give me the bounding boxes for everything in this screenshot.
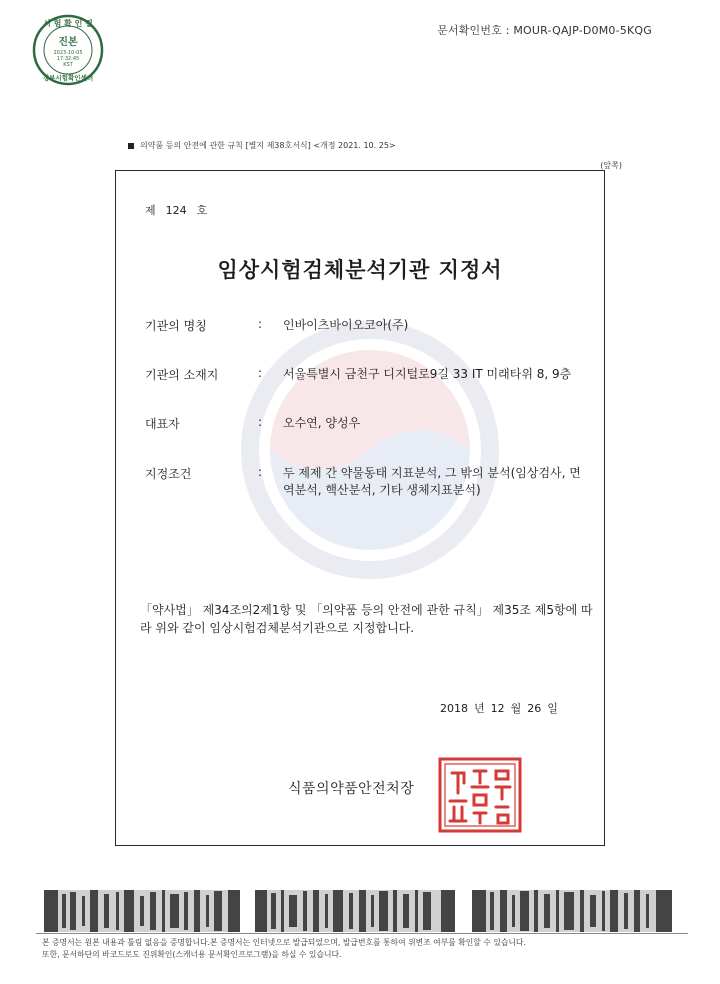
seal-top-text: 시 험 확 인 필 xyxy=(43,19,93,28)
square-bullet-icon xyxy=(128,143,134,149)
barcode-2 xyxy=(255,890,455,932)
field-label-address: 기관의 소재지 xyxy=(145,368,219,382)
seal-center-text: 진본 xyxy=(58,37,78,48)
footer-line-2: 또한, 문서하단의 바코드로도 진위확인(스캐너용 문서확인프로그램)을 하실 수 있습니다. xyxy=(42,950,342,959)
regulation-text: 의약품 등의 안전에 관한 규칙 [별지 제38호서식] <개정 2021. 10. 25> xyxy=(140,141,396,150)
issue-date xyxy=(440,700,564,716)
barcode-3 xyxy=(472,890,672,932)
field-colon: : xyxy=(258,465,263,479)
footer-notice xyxy=(42,937,702,961)
field-colon: : xyxy=(258,415,263,429)
field-value-conditions: 두 제제 간 약물동태 지표분석, 그 밖의 분석(임상검사, 면역분석, 핵산분석, 기타 생체지표분석) xyxy=(283,466,581,497)
field-label-conditions: 지정조건 xyxy=(145,467,192,481)
footer-line-1: 본 증명서는 원본 내용과 틀림 없음을 증명합니다.본 증명서는 인터넷으로 발급되었으며, 발급번호를 통하여 위변조 여부를 확인할 수 있습니다. xyxy=(42,938,526,947)
official-stamp xyxy=(438,757,522,833)
designation-statement: 「약사법」 제34조의2제1항 및 「의약품 등의 안전에 관한 규칙」 제35조 제5항에 따라 위와 같이 임상시험검체분석기관으로 지정합니다. xyxy=(140,603,593,635)
field-label-institution-name: 기관의 명칭 xyxy=(145,319,207,333)
certificate-number xyxy=(145,202,217,218)
issue-year-unit: 년 xyxy=(474,702,485,715)
certificate-title: 임상시험검체분석기관 지정서 xyxy=(217,258,503,282)
issue-month-unit: 월 xyxy=(510,702,522,715)
certificate-number-value: 124 xyxy=(165,204,187,217)
certificate-number-suffix: 호 xyxy=(196,204,208,217)
field-colon: : xyxy=(258,366,263,380)
document-confirmation-number: 문서확인번호 : MOUR-QAJP-D0M0-5KQG xyxy=(437,24,652,37)
field-value-address: 서울특별시 금천구 디지털로9길 33 IT 미래타위 8, 9층 xyxy=(283,367,572,381)
seal-date: 2023-10-05 xyxy=(53,50,83,56)
footer-divider xyxy=(36,933,688,934)
seal-bottom-text: 정부시험확인센터 xyxy=(42,74,94,82)
field-colon: : xyxy=(258,317,263,331)
issue-month: 12 xyxy=(490,702,505,715)
barcode-1 xyxy=(44,890,240,932)
issue-year: 2018 xyxy=(440,702,468,715)
certificate-number-prefix: 제 xyxy=(145,204,156,217)
field-label-representative: 대표자 xyxy=(145,417,180,431)
ministry-emblem-watermark xyxy=(210,300,530,600)
verification-seal xyxy=(32,14,104,86)
seal-timezone: KST xyxy=(63,62,73,68)
seal-time: 17:32:45 xyxy=(56,56,80,62)
issue-day: 26 xyxy=(527,702,542,715)
field-value-institution-name: 인바이츠바이오코아(주) xyxy=(283,318,409,332)
issue-day-unit: 일 xyxy=(547,702,558,715)
front-side-label: (앞쪽) xyxy=(600,161,622,170)
issuer-name: 식품의약품안전처장 xyxy=(288,781,415,797)
field-value-representative: 오수연, 양성우 xyxy=(283,416,361,430)
regulation-reference xyxy=(128,140,396,151)
